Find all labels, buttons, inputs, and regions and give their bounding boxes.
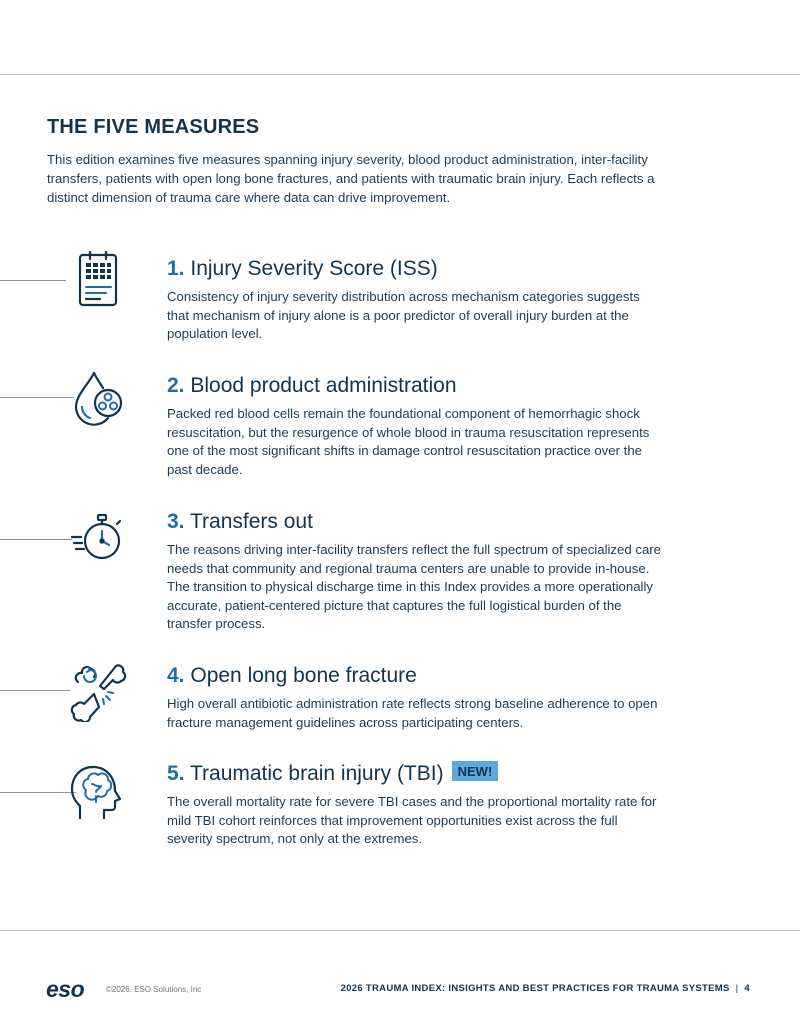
measure-heading: [167, 373, 457, 399]
broken-bone-icon: [66, 658, 130, 722]
eso-logo: eso: [46, 976, 85, 1002]
stopwatch-icon: [66, 507, 130, 571]
measure-number: 2.: [167, 374, 185, 397]
clipboard-calendar-icon: [66, 250, 130, 314]
connector-line: [0, 280, 66, 281]
measure-number: 1.: [167, 257, 185, 280]
section-intro: This edition examines five measures spanning injury severity, blood product administration, inter-facility transfers, patients with open long bone fractures, and patients with traumatic brain injury. Each reflects a distinct dimension of trauma care where data can drive improvement.: [47, 152, 655, 205]
measure-number: 4.: [167, 664, 185, 687]
section-title: THE FIVE MEASURES: [47, 116, 260, 138]
bottom-divider: [0, 930, 800, 931]
page-number: 4: [744, 983, 750, 994]
footer-copyright: ©2026. ESO Solutions, Inc: [106, 985, 202, 994]
measure-heading: [167, 663, 417, 689]
measure-description: High overall antibiotic administration rate reflects strong baseline adherence to open fracture management guidelines across participating centers.: [167, 696, 658, 730]
footer-separator: |: [735, 983, 739, 994]
footer-document-title: 2026 TRAUMA INDEX: INSIGHTS AND BEST PRACTICES FOR TRAUMA SYSTEMS: [340, 983, 730, 994]
connector-line: [0, 792, 76, 793]
blood-drop-cells-icon: [66, 367, 130, 431]
measure-title: Open long bone fracture: [190, 664, 417, 687]
measure-description: Packed red blood cells remain the foundational component of hemorrhagic shock resuscitation, but the resurgence of whole blood in trauma resuscitation represents one of the most significant shifts in damage control resuscitation practice over the past decade.: [167, 406, 650, 477]
measure-title: Traumatic brain injury (TBI): [189, 762, 444, 785]
measure-description: The overall mortality rate for severe TBI cases and the proportional mortality rate for mild TBI cohort reinforces that improvement opportunities exist across the full severity spectrum, not only at the extremes.: [167, 794, 657, 846]
measure-title: Blood product administration: [190, 374, 457, 397]
measure-description: Consistency of injury severity distribution across mechanism categories suggests that mechanism of injury alone is a poor predictor of overall injury burden at the population level.: [167, 289, 640, 341]
measure-heading: [167, 509, 313, 535]
measure-heading: [167, 761, 498, 787]
brain-head-icon: [66, 760, 130, 824]
top-divider: [0, 74, 800, 75]
measure-number: 5.: [167, 762, 185, 785]
connector-line: [0, 690, 70, 691]
connector-line: [0, 397, 74, 398]
measure-heading: [167, 256, 438, 282]
connector-line: [0, 539, 72, 540]
footer-document-info: [341, 983, 750, 994]
new-badge: NEW!: [452, 761, 499, 781]
measure-title: Injury Severity Score (ISS): [190, 257, 438, 280]
measure-number: 3.: [167, 510, 185, 533]
measure-description: The reasons driving inter-facility transfers reflect the full spectrum of specialized care needs that community and regional trauma centers are unable to provide in-house. The transition to physical discharge time in this Index provides a more operationally accurate, patient-centered picture that captures the full logistical burden of the transfer process.: [167, 542, 662, 631]
measure-title: Transfers out: [189, 510, 313, 533]
